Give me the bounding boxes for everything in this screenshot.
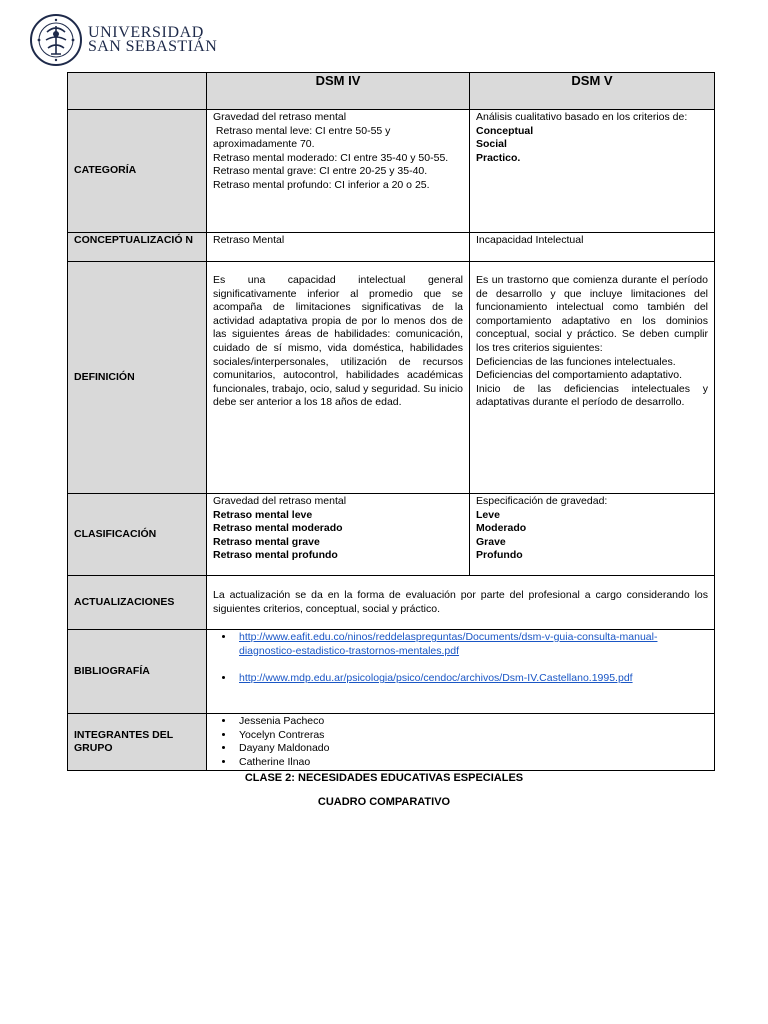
definicion-dsm5-criterion: Deficiencias de las funciones intelectuales. — [476, 355, 676, 368]
list-item — [235, 672, 708, 686]
categoria-dsm5-item: Social — [476, 138, 507, 151]
clasificacion-dsm5-item: Leve — [476, 508, 500, 521]
list-item: • Yocelyn Contreras — [235, 729, 708, 743]
table-row-integrantes — [68, 714, 715, 771]
categoria-dsm4-line: Retraso mental leve: CI entre 50-55 y aproximadamente 70. — [213, 124, 394, 151]
bibliografia-list — [213, 631, 708, 686]
row-label-clasificacion: CLASIFICACIÓN — [68, 494, 207, 576]
row-label-definicion: DEFINICIÓN — [68, 262, 207, 494]
categoria-dsm4-line: Retraso mental profundo: CI inferior a 20 o 25. — [213, 178, 430, 191]
conceptualizacion-dsm5-cell: Incapacidad Intelectual — [470, 233, 715, 262]
clasificacion-dsm4-cell — [207, 494, 470, 576]
university-name — [88, 26, 217, 54]
university-name-line1: UNIVERSIDAD — [88, 24, 204, 41]
comparison-table — [67, 72, 715, 771]
row-label-conceptualizacion: CONCEPTUALIZACIÓ N — [68, 233, 207, 262]
header-empty-cell — [68, 73, 207, 110]
categoria-dsm4-line: Gravedad del retraso mental — [213, 111, 347, 123]
actualizaciones-cell — [207, 576, 715, 630]
clasificacion-dsm4-item: Retraso mental grave — [213, 535, 320, 548]
bibliografia-link-dsm5[interactable]: http://www.eafit.edu.co/ninos/reddelaspreguntas/Documents/dsm-v-guia-consulta-manual-diagnostico-estadistico-trastornos-mentales.pdf — [239, 631, 658, 657]
categoria-dsm4-line: Retraso mental moderado: CI entre 35-40 y 50-55. — [213, 151, 449, 164]
clasificacion-dsm4-title: Gravedad del retraso mental — [213, 495, 347, 507]
categoria-dsm4-cell — [207, 110, 470, 233]
definicion-dsm4-cell — [207, 262, 470, 494]
categoria-dsm5-intro: Análisis cualitativo basado en los criterios de: — [476, 111, 688, 123]
categoria-dsm5-item: Practico. — [476, 151, 521, 164]
row-label-categoria: CATEGORÍA — [68, 110, 207, 233]
clasificacion-dsm5-item: Moderado — [476, 522, 527, 535]
integrantes-cell — [207, 714, 715, 771]
bibliografia-cell — [207, 630, 715, 714]
clasificacion-dsm5-title: Especificación de gravedad: — [476, 495, 608, 507]
clasificacion-dsm5-item: Grave — [476, 535, 506, 548]
categoria-dsm5-item: Conceptual — [476, 124, 534, 137]
definicion-dsm5-cell — [470, 262, 715, 494]
clasificacion-dsm4-item: Retraso mental moderado — [213, 522, 343, 535]
document-subtitle: CUADRO COMPARATIVO — [317, 796, 451, 808]
conceptualizacion-dsm4-cell: Retraso Mental — [207, 233, 470, 262]
definicion-dsm5-criterion: Deficiencias del comportamiento adaptativo. — [476, 369, 683, 382]
row-label-bibliografia: BIBLIOGRAFÍA — [68, 630, 207, 714]
definicion-dsm5-text: Es un trastorno que comienza durante el período de desarrollo y que incluye limitaciones del funcionamiento intelectual como también del comportamiento adaptativo en los dominios conceptual, social y práctico. Se deben cumplir los tres criterios siguientes: — [476, 274, 708, 354]
definicion-dsm4-text: Es una capacidad intelectual general significativamente inferior al promedio que se acompaña de limitaciones significativas de la actividad adaptativa propia de por lo menos dos de las siguientes áreas de habilidades: comunicación, cuidado de sí mismo, vida doméstica, habilidades sociales/interpersonales, utilización de recursos comunitarios, autocontrol, habilidades académicas funcionales, trabajo, ocio, salud y seguridad. Su inicio debe ser anterior a los 18 años de edad. — [213, 274, 463, 409]
table-row-clasificacion — [68, 494, 715, 576]
categoria-dsm5-cell — [470, 110, 715, 233]
header-dsm5: DSM V — [470, 73, 715, 110]
row-label-actualizaciones: ACTUALIZACIONES — [68, 576, 207, 630]
table-row-conceptualizacion — [68, 233, 715, 262]
table-row-definicion — [68, 262, 715, 494]
university-seal-icon — [30, 14, 82, 66]
table-header-row — [68, 73, 715, 110]
list-item — [235, 631, 708, 658]
actualizaciones-text: La actualización se da en la forma de evaluación por parte del profesional a cargo considerando los siguientes criterios, conceptual, social y práctico. — [213, 588, 708, 615]
clasificacion-dsm4-item: Retraso mental leve — [213, 508, 313, 521]
table-row-actualizaciones — [68, 576, 715, 630]
class-title: CLASE 2: NECESIDADES EDUCATIVAS ESPECIALES — [244, 772, 524, 784]
university-header — [30, 14, 230, 66]
list-item: • Dayany Maldonado — [235, 742, 708, 756]
clasificacion-dsm5-cell — [470, 494, 715, 576]
table-row-categoria — [68, 110, 715, 233]
row-label-integrantes: INTEGRANTES DEL GRUPO — [68, 714, 207, 771]
clasificacion-dsm4-item: Retraso mental profundo — [213, 549, 338, 562]
integrantes-list — [213, 715, 708, 769]
categoria-dsm4-line: Retraso mental grave: CI entre 20-25 y 35-40. — [213, 165, 428, 178]
list-item: • Jessenia Pacheco — [235, 715, 708, 729]
bibliografia-link-dsm4[interactable]: http://www.mdp.edu.ar/psicologia/psico/cendoc/archivos/Dsm-IV.Castellano.1995.pdf — [239, 672, 633, 685]
clasificacion-dsm5-item: Profundo — [476, 549, 523, 562]
list-item: • Catherine Ilnao — [235, 756, 708, 770]
university-name-line2: SAN SEBASTIÁN — [88, 38, 218, 55]
definicion-dsm5-criterion: Inicio de las deficiencias intelectuales y adaptativas durante el período de desarrollo. — [476, 382, 708, 409]
table-row-bibliografia — [68, 630, 715, 714]
header-dsm4: DSM IV — [207, 73, 470, 110]
